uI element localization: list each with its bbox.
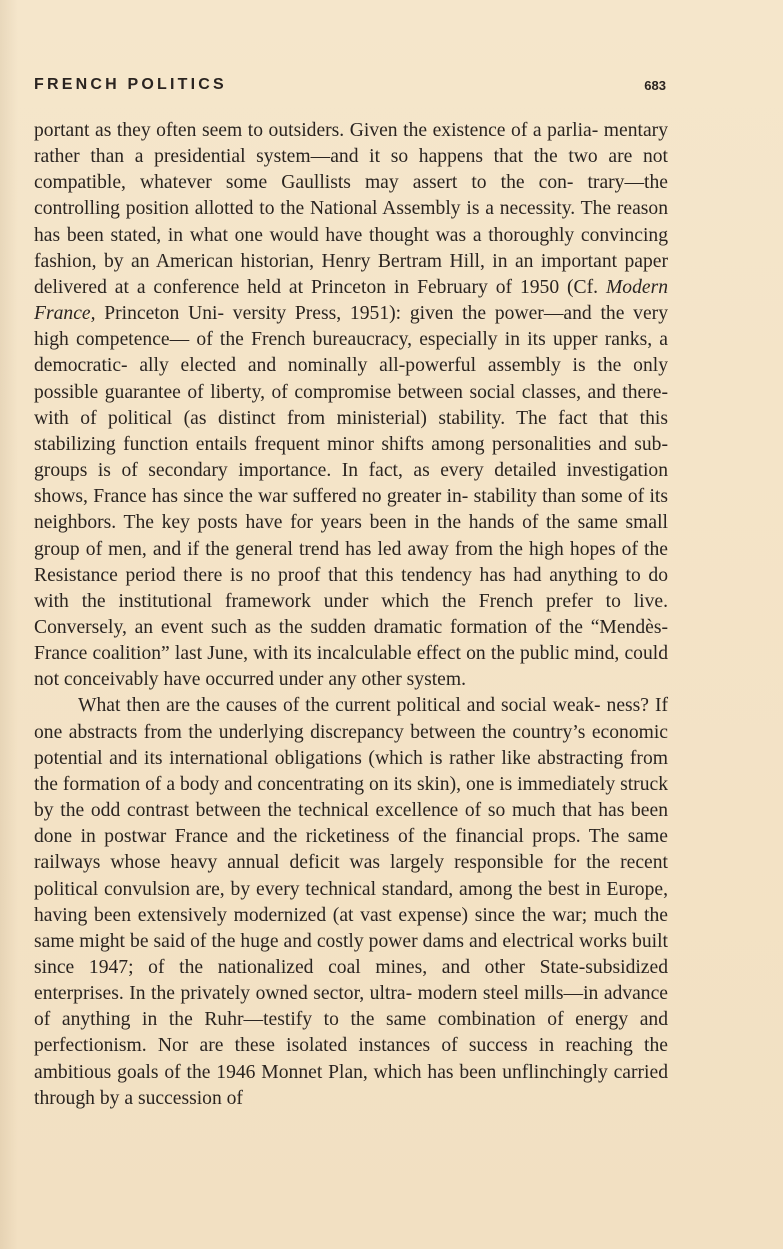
paragraph-1-text-b: Princeton Uni- versity Press, 1951): given the power—and the very high competence— of the French bureaucracy, especially in its upper ranks, a democratic- ally elected and nominally all-powerful assembly is the only possible guarantee of liberty, of compromise between social classes, and there- with of political (as distinct from ministerial) stability. The fact that this stabilizing function entails frequent minor shifts among personalities and sub-groups is of secondary importance. In fact, as every detailed investigation shows, France has since the war suffered no greater in- stability than some of its neighbors. The key posts have for years been in the hands of the same small group of men, and if the general trend has led away from the high hopes of the Resistance period there is no proof that this tendency has had anything to do with the institutional framework under which the French prefer to live. Conversely, an event such as the sudden dramatic formation of the “Mendès-France coalition” last June, with its incalculable effect on the public mind, could not conceivably have occurred under any other system. — [34, 303, 668, 691]
paragraph-1 — [34, 118, 668, 693]
running-title: FRENCH POLITICS — [34, 76, 227, 93]
running-head — [34, 76, 666, 100]
book-title-italic: Modern France, — [34, 276, 668, 325]
paragraph-2-text: What then are the causes of the current political and social weak- ness? If one abstracts from the underlying discrepancy between the country’s economic potential and its international obligations (which is rather like abstracting from the formation of a body and concentrating on its skin), one is immediately struck by the odd contrast between the technical excellence of so much that has been done in postwar France and the ricketiness of the financial props. The same railways whose heavy annual deficit was largely responsible for the recent political convulsion are, by every technical standard, among the best in Europe, having been extensively modernized (at vast expense) since the war; much the same might be said of the huge and costly power dams and electrical works built since 1947; of the nationalized coal mines, and other State-subsidized enterprises. In the privately owned sector, ultra- modern steel mills—in advance of anything in the Ruhr—testify to the same combination of energy and perfectionism. Nor are these isolated instances of success in reaching the ambitious goals of the 1946 Monnet Plan, which has been unflinchingly carried through by a succession of — [34, 695, 668, 1109]
paragraph-1-text-a: portant as they often seem to outsiders. Given the existence of a parlia- mentary rather than a presidential system—and it so happens that the two are not compatible, whatever some Gaullists may assert to the con- trary—the controlling position allotted to the National Assembly is a necessity. The reason has been stated, in what one would have thought was a thoroughly convincing fashion, by an American historian, Henry Bertram Hill, in an important paper delivered at a conference held at Princeton in February of 1950 (Cf. — [34, 120, 668, 298]
paragraph-2 — [34, 693, 668, 1112]
page-number: 683 — [644, 78, 666, 93]
body-text — [34, 118, 668, 1112]
